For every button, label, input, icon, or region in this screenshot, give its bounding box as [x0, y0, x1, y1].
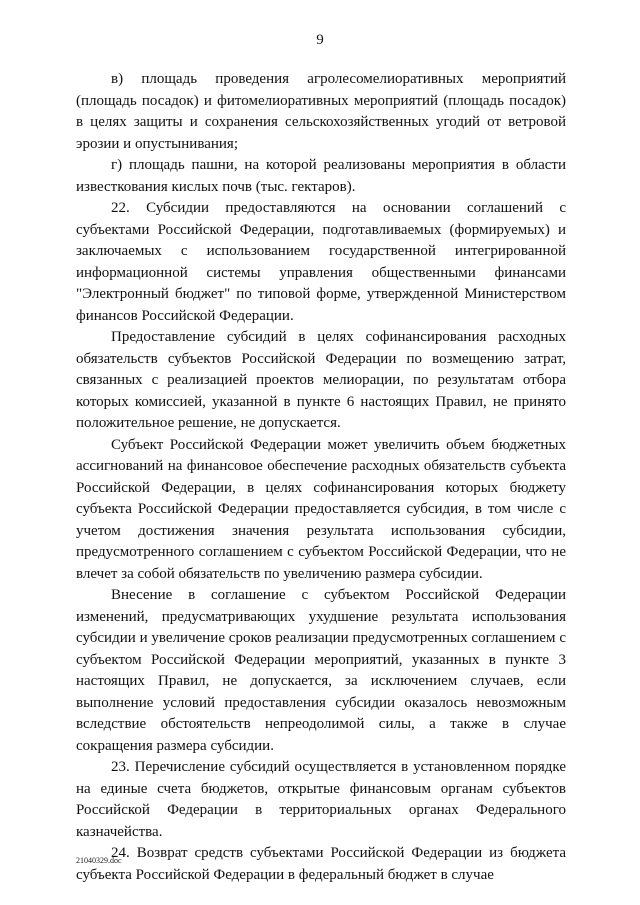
paragraph-agreement-changes: Внесение в соглашение с субъектом Российской Федерации изменений, предусматривающих ухудшение результата использования субсидии и увеличение сроков реализации предусмотренных соглашением с субъектом Российской Федерации мероприятий, указанных в пункте 3 настоящих Правил, не допускается, за исключением случаев, если выполнение условий предоставления субсидии оказалось невозможным вследствие обстоятельств непреодолимой силы, а также в случае сокращения размера субсидии.	[76, 587, 566, 754]
document-body	[76, 69, 566, 886]
paragraph-clause-23: 23. Перечисление субсидий осуществляется в установленном порядке на единые счета бюджетов, открытые финансовым органам субъектов Российской Федерации в территориальных органах Федерального казначейства.	[76, 759, 566, 840]
page-number: 9	[316, 32, 324, 48]
document-file-code: 21040329.doc	[76, 856, 122, 865]
paragraph-clause-22: 22. Субсидии предоставляются на основании соглашений с субъектами Российской Федерации, подготавливаемых (формируемых) и заключаемых с использованием государственной интегрированной информационной системы управления общественными финансами "Электронный бюджет" по типовой форме, утвержденной Министерством финансов Российской Федерации.	[76, 200, 566, 324]
paragraph-cofinancing-restriction: Предоставление субсидий в целях софинансирования расходных обязательств субъектов Российской Федерации по возмещению затрат, связанных с реализацией проектов мелиорации, по результатам отбора которых комиссией, указанной в пункте 6 настоящих Правил, не принято положительное решение, не допускается.	[76, 329, 566, 431]
paragraph-item-v: в) площадь проведения агролесомелиоративных мероприятий (площадь посадок) и фитомелиоративных мероприятий (площадь посадок) в целях защиты и сохранения сельскохозяйственных угодий от ветровой эрозии и опустынивания;	[76, 71, 566, 152]
paragraph-budget-increase: Субъект Российской Федерации может увеличить объем бюджетных ассигнований на финансовое обеспечение расходных обязательств субъекта Российской Федерации, в целях софинансирования которых бюджету субъекта Российской Федерации предоставляется субсидия, в том числе с учетом достижения значения результата использования субсидии, предусмотренного соглашением с субъектом Российской Федерации, что не влечет за собой обязательств по увеличению размера субсидии.	[76, 436, 566, 582]
paragraph-clause-24: 24. Возврат средств субъектами Российской Федерации из бюджета субъекта Российской Федерации в федеральный бюджет в случае	[76, 845, 566, 883]
paragraph-item-g: г) площадь пашни, на которой реализованы мероприятия в области известкования кислых почв (тыс. гектаров).	[76, 157, 566, 195]
